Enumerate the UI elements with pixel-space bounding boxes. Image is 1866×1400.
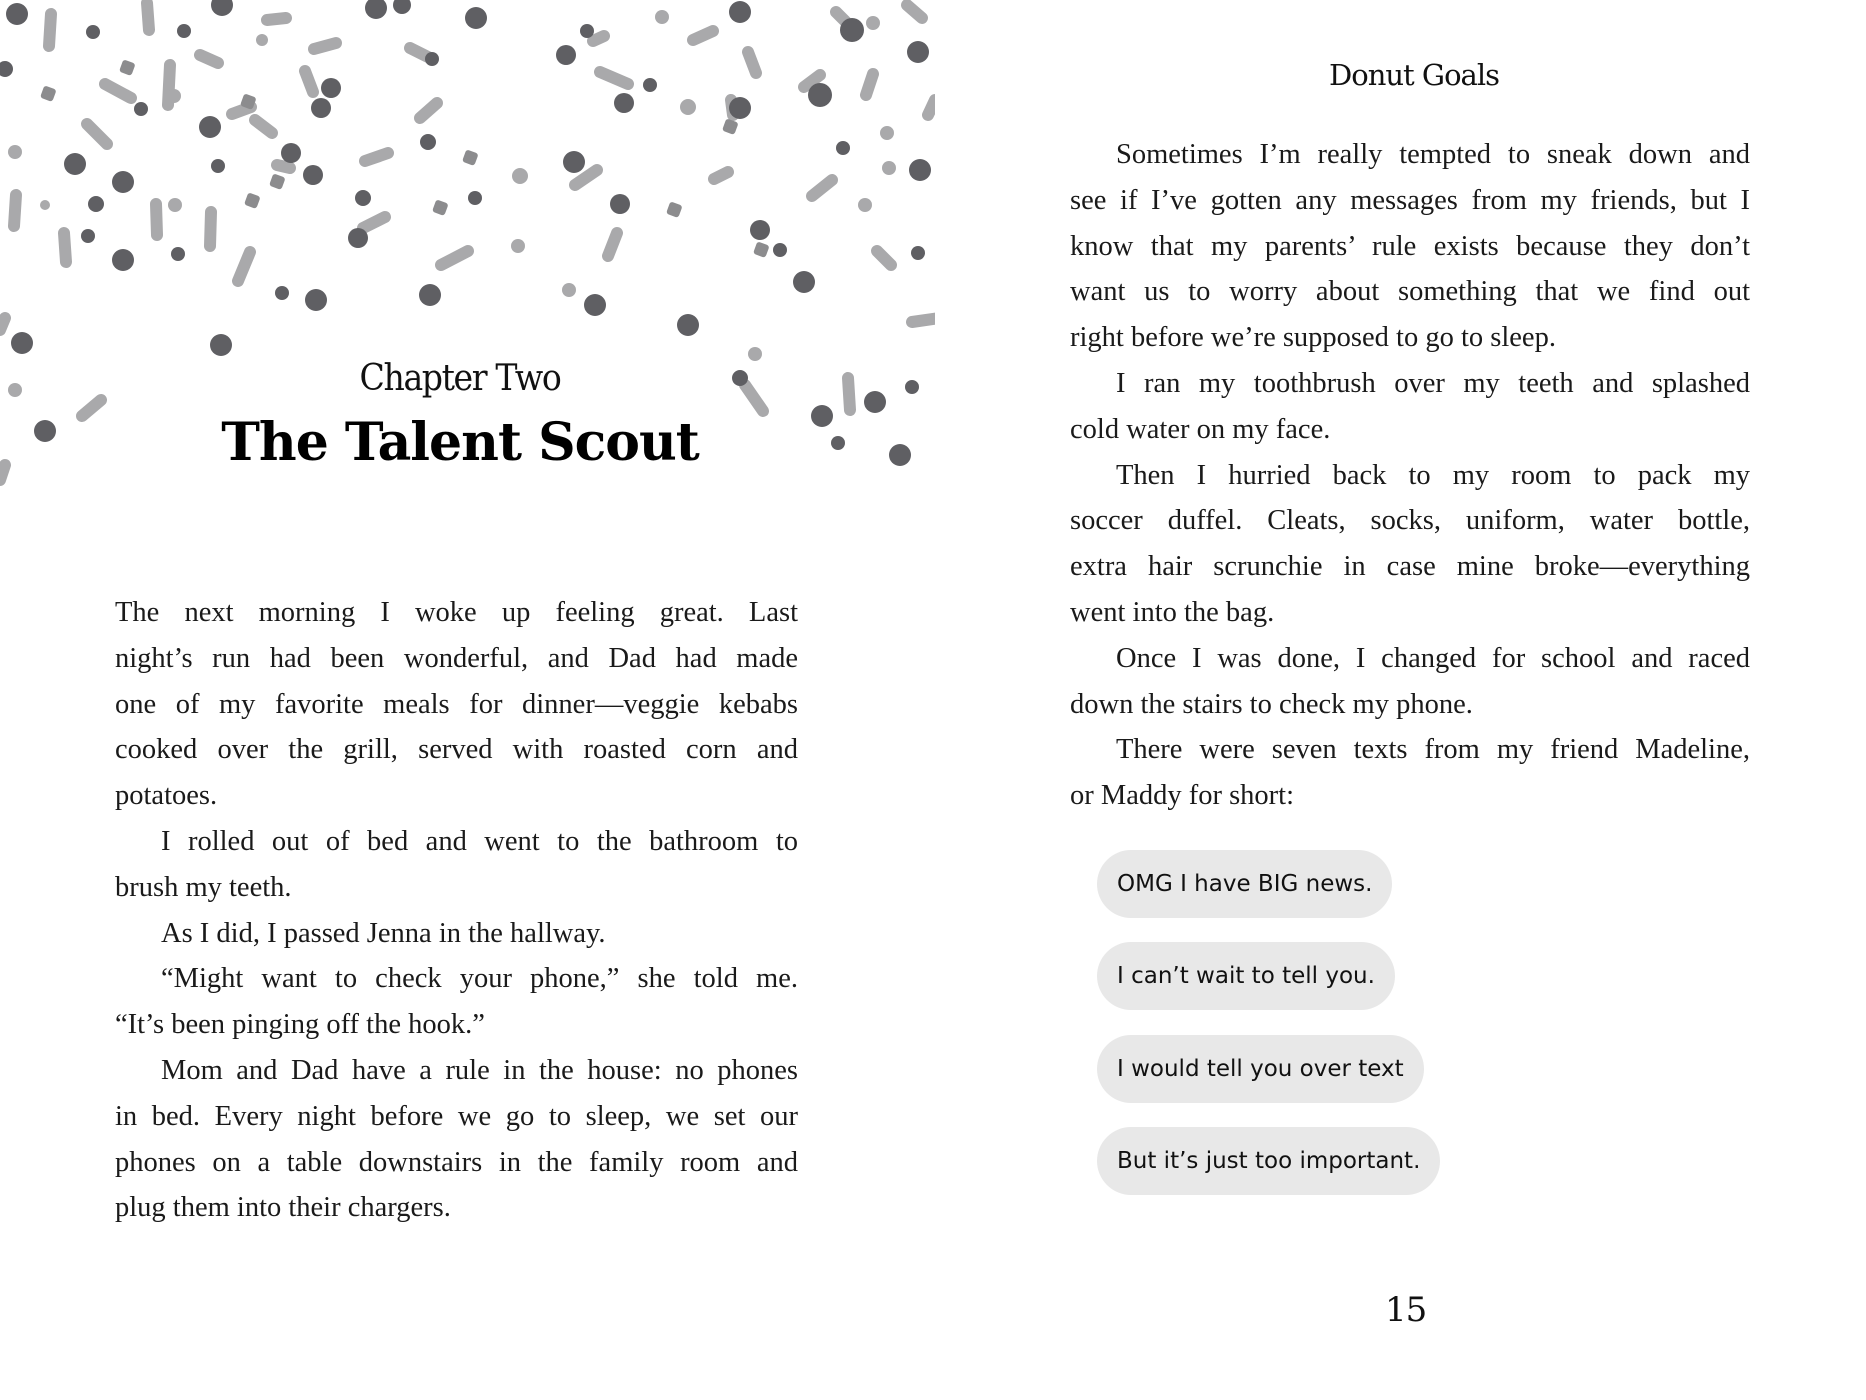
confetti-dot xyxy=(562,283,576,297)
sprinkle xyxy=(267,18,286,20)
confetti-dot xyxy=(655,10,669,24)
confetti-dot xyxy=(86,25,100,39)
confetti-dot xyxy=(911,246,925,260)
chapter-title: The Talent Scout xyxy=(221,412,699,473)
sprinkle xyxy=(277,165,290,168)
confetti-dot xyxy=(64,153,86,175)
confetti-dot xyxy=(677,314,699,336)
sprinkle xyxy=(866,74,873,95)
confetti-dot xyxy=(882,161,896,175)
text-line: “Might want to check your phone,” she told me. xyxy=(161,963,798,995)
text-line: There were seven texts from my friend Madeline, xyxy=(1116,734,1750,766)
confetti-dot xyxy=(729,97,751,119)
confetti-dot xyxy=(907,41,929,63)
text-line: As I did, I passed Jenna in the hallway. xyxy=(161,917,606,949)
sprinkle xyxy=(238,252,250,281)
confetti-dot xyxy=(420,134,436,150)
confetti-dot xyxy=(905,380,919,394)
text-line: know that my parents’ rule exists because they don’t xyxy=(1070,230,1750,262)
text-line: Once I was done, I changed for school and raced xyxy=(1116,642,1750,674)
confetti-dot xyxy=(680,99,696,115)
sprinkle xyxy=(255,120,272,133)
text-line: right before we’re supposed to go to sleep. xyxy=(1070,322,1556,354)
text-line: The next morning I woke up feeling great. Last xyxy=(115,597,798,628)
confetti-dot xyxy=(6,3,28,25)
sprinkle xyxy=(693,31,713,40)
confetti-square xyxy=(753,241,770,258)
left-body-text xyxy=(115,590,798,1231)
confetti-dot xyxy=(112,171,134,193)
text-line: I rolled out of bed and went to the bathroom to xyxy=(161,825,798,857)
right-body-text xyxy=(1070,132,1750,819)
confetti-dot xyxy=(610,194,630,214)
text-line: went into the bag. xyxy=(1070,596,1275,628)
sprinkle xyxy=(200,55,218,63)
sprinkle xyxy=(0,318,5,330)
confetti-dot xyxy=(773,243,787,257)
confetti-square xyxy=(666,201,683,218)
confetti-dot xyxy=(808,83,832,107)
confetti-dot xyxy=(584,294,606,316)
confetti-dot xyxy=(836,141,850,155)
chapter-label: Chapter Two xyxy=(359,358,561,399)
sprinkle xyxy=(363,217,385,228)
right-page xyxy=(933,0,1866,1400)
confetti-dot xyxy=(880,126,894,140)
text-line: night’s run had been wonderful, and Dad had made xyxy=(115,642,798,674)
confetti-dot xyxy=(866,16,880,30)
text-line: phones on a table downstairs in the family room and xyxy=(115,1146,798,1178)
text-line: plug them into their chargers. xyxy=(115,1192,451,1224)
confetti-dot xyxy=(211,0,233,16)
sprinkle xyxy=(365,153,388,161)
confetti-square xyxy=(244,192,261,209)
sprinkle xyxy=(314,43,336,49)
text-line: or Maddy for short: xyxy=(1070,780,1295,812)
text-line: soccer duffel. Cleats, socks, uniform, water bottle, xyxy=(1070,505,1750,537)
text-line: “It’s been pinging off the hook.” xyxy=(115,1009,485,1041)
text-line: want us to worry about something that we find out xyxy=(1070,276,1750,308)
confetti-dot xyxy=(168,198,182,212)
text-message-bubble: I would tell you over text xyxy=(1097,1035,1424,1103)
confetti-dot xyxy=(468,191,482,205)
confetti-dot xyxy=(81,229,95,243)
sprinkle xyxy=(305,71,313,92)
confetti-dot xyxy=(134,102,148,116)
confetti-dot xyxy=(321,78,341,98)
confetti-dot xyxy=(465,7,487,29)
confetti-dot xyxy=(199,116,221,138)
confetti-dot xyxy=(511,239,525,253)
confetti-dot xyxy=(0,61,13,77)
sprinkle xyxy=(147,3,149,30)
sprinkle xyxy=(64,233,66,262)
text-line: I ran my toothbrush over my teeth and splashed xyxy=(1116,367,1750,399)
confetti-dot xyxy=(425,52,439,66)
confetti-square xyxy=(119,59,136,76)
confetti-dot xyxy=(419,284,441,306)
confetti-dot xyxy=(11,332,33,354)
confetti-dot xyxy=(750,220,770,240)
sprinkle xyxy=(748,52,756,73)
confetti-square xyxy=(432,199,449,216)
confetti-square xyxy=(269,173,286,190)
sprinkle xyxy=(600,72,628,84)
text-line: cooked over the grill, served with roasted corn and xyxy=(115,734,798,766)
confetti-dot xyxy=(840,18,864,42)
sprinkle xyxy=(156,204,157,235)
sprinkle xyxy=(812,180,832,196)
confetti-dot xyxy=(365,0,387,19)
confetti-dot xyxy=(177,24,191,38)
sprinkle xyxy=(14,195,16,226)
text-line: in bed. Every night before we go to sleep, we set our xyxy=(115,1100,798,1132)
confetti-dot xyxy=(909,159,931,181)
text-line: Sometimes I’m really tempted to sneak down and xyxy=(1116,139,1750,170)
sprinkle xyxy=(105,84,131,98)
confetti-dot xyxy=(556,45,576,65)
sprinkle xyxy=(49,14,51,46)
text-line: see if I’ve gotten any messages from my friends, but I xyxy=(1070,184,1750,216)
page-number: 15 xyxy=(1385,1290,1427,1330)
text-line: brush my teeth. xyxy=(115,871,292,903)
confetti-dot xyxy=(8,383,22,397)
sprinkle xyxy=(877,251,891,265)
sprinkle xyxy=(575,170,597,185)
sprinkle xyxy=(907,5,922,18)
text-line: Mom and Dad have a rule in the house: no phones xyxy=(161,1054,798,1086)
text-message-bubble: OMG I have BIG news. xyxy=(1097,850,1392,918)
confetti-dot xyxy=(355,190,371,206)
confetti-dot xyxy=(303,165,323,185)
confetti-dot xyxy=(256,34,268,46)
confetti-dot xyxy=(275,286,289,300)
sprinkle xyxy=(714,172,728,179)
text-line: Then I hurried back to my room to pack my xyxy=(1116,459,1750,491)
text-message-bubble: But it’s just too important. xyxy=(1097,1127,1440,1195)
text-line: cold water on my face. xyxy=(1070,413,1331,445)
sprinkle xyxy=(87,124,107,144)
confetti-dot xyxy=(348,228,368,248)
text-line: extra hair scrunchie in case mine broke—everything xyxy=(1070,551,1750,583)
sprinkle xyxy=(593,36,604,41)
confetti-square xyxy=(40,85,57,102)
sprinkle xyxy=(912,318,935,322)
confetti-dot xyxy=(393,0,411,14)
sprinkle xyxy=(210,212,211,246)
confetti-dot xyxy=(167,89,181,103)
text-line: down the stairs to check my phone. xyxy=(1070,688,1473,720)
sprinkle xyxy=(420,103,437,118)
confetti-dot xyxy=(793,271,815,293)
confetti-dot xyxy=(729,1,751,23)
confetti-dot xyxy=(171,247,185,261)
confetti-square xyxy=(462,149,479,166)
confetti-dot xyxy=(643,78,657,92)
confetti-dot xyxy=(112,249,134,271)
confetti-dot xyxy=(512,168,528,184)
confetti-dot xyxy=(858,198,872,212)
confetti-dot xyxy=(305,289,327,311)
confetti-dot xyxy=(281,143,301,163)
confetti-dot xyxy=(88,196,104,212)
sprinkle xyxy=(608,233,617,256)
confetti-dot xyxy=(210,334,232,356)
confetti-dot xyxy=(40,200,50,210)
confetti-dot xyxy=(563,151,585,173)
text-message-bubble: I can’t wait to tell you. xyxy=(1097,942,1395,1010)
confetti-dot xyxy=(211,159,225,173)
confetti-square xyxy=(722,118,739,135)
confetti-dot xyxy=(614,93,634,113)
confetti-dot xyxy=(580,24,594,38)
confetti-dot xyxy=(8,145,22,159)
confetti-dot xyxy=(311,98,331,118)
text-line: potatoes. xyxy=(115,780,218,812)
sprinkle xyxy=(441,251,468,265)
running-head: Donut Goals xyxy=(1328,58,1499,92)
text-line: one of my favorite meals for dinner—veggie kebabs xyxy=(115,688,798,720)
